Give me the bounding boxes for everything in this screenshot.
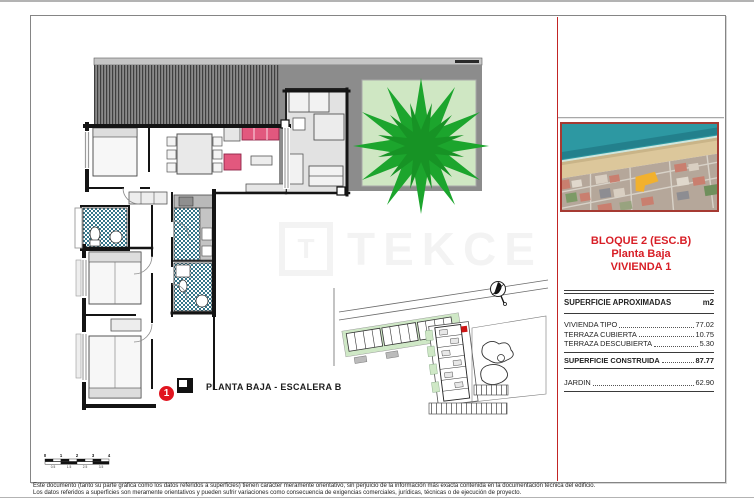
window-top-edge [0, 0, 754, 2]
row-label: TERRAZA CUBIERTA [564, 329, 637, 339]
floor-plan-drawing [31, 16, 557, 482]
aerial-photo-graphic [562, 124, 717, 210]
watermark-logo-icon: T [279, 222, 333, 276]
row-value: 10.75 [695, 329, 714, 339]
svg-text:0.5: 0.5 [50, 465, 56, 469]
column [337, 187, 345, 195]
floor-title: Planta Baja [611, 248, 671, 260]
unit-title-block [558, 235, 724, 274]
dot-leader [593, 385, 694, 386]
watermark-text: TEKCE [347, 223, 543, 275]
table-garden-row [564, 378, 714, 388]
info-sidebar [558, 16, 724, 482]
table-total-row [564, 356, 714, 366]
entry-door-icon [177, 378, 193, 393]
row-label: TERRAZA DESCUBIERTA [564, 339, 653, 348]
sidebar-divider [558, 117, 724, 118]
block-title: BLOQUE 2 (ESC.B) [590, 235, 692, 247]
svg-text:0: 0 [43, 453, 47, 458]
covered-terrace [286, 89, 347, 193]
row-value: 5.30 [699, 339, 714, 348]
bedroom-2-furniture [89, 252, 141, 304]
disclaimer-line-2: Los datos referidos a superficies son meramente orientativos y pueden sufrir variaciones como consecuencia de exigencias comerciales, jurídicas, técnicas o de ejecución de proyecto. [33, 490, 522, 496]
table-rule [564, 352, 714, 353]
site-block-center [425, 322, 478, 407]
svg-text:4: 4 [107, 453, 111, 458]
aerial-photo [560, 122, 719, 212]
table-row [564, 339, 714, 349]
kitchen-floor [174, 195, 214, 260]
total-value: 87.77 [695, 355, 714, 365]
table-row [564, 320, 714, 330]
table-rule [564, 313, 714, 314]
dot-leader [662, 362, 694, 363]
row-label: VIVIENDA TIPO [564, 320, 618, 329]
table-header: SUPERFICIE APROXIMADAS [564, 298, 672, 307]
plan-title: PLANTA BAJA - ESCALERA B [206, 382, 342, 392]
bathroom-2-floor [174, 263, 212, 311]
svg-text:2.5: 2.5 [82, 465, 88, 469]
garden-value: 62.90 [695, 378, 714, 387]
row-value: 77.02 [695, 320, 714, 329]
svg-text:2: 2 [75, 453, 79, 458]
svg-text:3.5: 3.5 [98, 465, 104, 469]
plan-sheet [30, 15, 726, 483]
bedroom-3-furniture [89, 319, 141, 398]
legal-disclaimer [33, 483, 725, 497]
site-unit-marker [461, 326, 468, 333]
table-unit-header: m2 [702, 298, 714, 307]
disclaimer-line-1: Este documento (tanto su parte gráfica como los datos referidos a superficies) tienen carácter meramente orientativo, sin perjuicio de la información más exacta contenida en la documentación técnica del edificio. [33, 483, 596, 489]
svg-text:3: 3 [91, 453, 95, 458]
dot-leader [654, 346, 698, 347]
site-plan [334, 280, 548, 414]
bedroom-1-furniture [93, 128, 167, 204]
dining-table [167, 134, 222, 174]
living-room-furniture [224, 125, 286, 192]
scale-bar [44, 453, 111, 469]
bathroom-1-floor [83, 208, 127, 248]
total-label: SUPERFICIE CONSTRUIDA [564, 355, 660, 365]
dot-leader [639, 336, 694, 337]
plan-area [31, 16, 557, 482]
site-parking-right [474, 385, 508, 395]
column [281, 120, 289, 128]
svg-text:1.5: 1.5 [66, 465, 72, 469]
table-row [564, 330, 714, 340]
svg-text:1: 1 [59, 453, 63, 458]
garden-label: JARDIN [564, 378, 591, 387]
unit-title: VIVIENDA 1 [610, 261, 672, 273]
surface-table [564, 290, 714, 395]
table-bottom-rule [564, 391, 714, 392]
table-header-row [564, 296, 714, 310]
site-parking-bottom [429, 403, 507, 414]
north-compass-icon [491, 282, 507, 306]
table-top-rule [564, 290, 714, 294]
dot-leader [619, 327, 693, 328]
table-rule [564, 368, 714, 369]
unit-number-badge: 1 [159, 386, 174, 401]
